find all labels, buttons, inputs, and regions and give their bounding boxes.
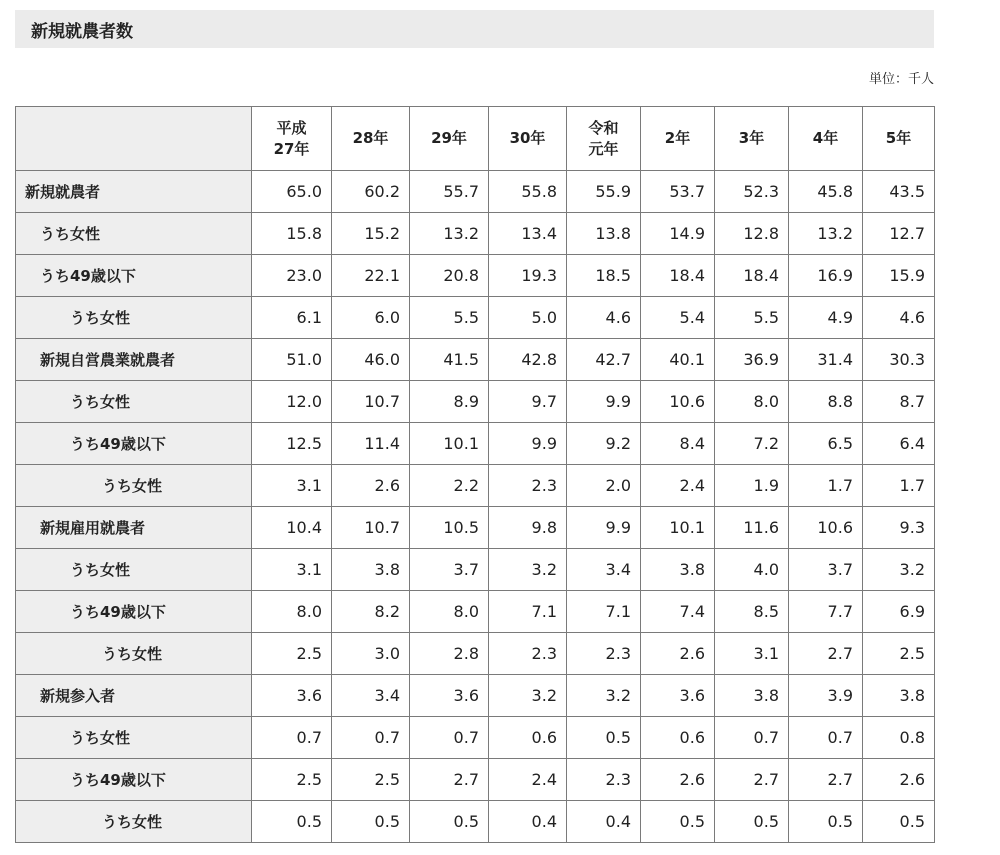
table-cell: 1.7 (863, 465, 935, 507)
table-cell: 8.0 (252, 591, 332, 633)
column-header-line1: 2年 (664, 129, 691, 147)
table-cell: 12.0 (252, 381, 332, 423)
table-cell: 52.3 (715, 171, 789, 213)
table-cell: 3.4 (332, 675, 410, 717)
page-title: 新規就農者数 (31, 21, 133, 42)
table-cell: 10.6 (789, 507, 863, 549)
table-cell: 0.7 (410, 717, 489, 759)
table-cell: 2.4 (489, 759, 567, 801)
table-cell: 3.2 (489, 675, 567, 717)
table-cell: 0.5 (641, 801, 715, 843)
table-row (16, 801, 935, 843)
table-cell: 10.7 (332, 507, 410, 549)
table-row (16, 675, 935, 717)
table-cell: 3.8 (641, 549, 715, 591)
table-cell: 60.2 (332, 171, 410, 213)
table-cell: 7.4 (641, 591, 715, 633)
table-cell: 18.4 (715, 255, 789, 297)
table-body (16, 171, 935, 843)
table-cell: 8.0 (410, 591, 489, 633)
table-cell: 12.8 (715, 213, 789, 255)
table-cell: 2.7 (789, 759, 863, 801)
new-farmers-table (15, 106, 935, 843)
row-label: 新規自営農業就農者 (16, 339, 252, 381)
table-cell: 20.8 (410, 255, 489, 297)
row-label: うち女性 (16, 465, 252, 507)
table-cell: 3.2 (567, 675, 641, 717)
table-cell: 2.5 (863, 633, 935, 675)
table-cell: 6.5 (789, 423, 863, 465)
table-cell: 55.9 (567, 171, 641, 213)
table-cell: 18.5 (567, 255, 641, 297)
table-cell: 0.5 (567, 717, 641, 759)
table-cell: 3.2 (489, 549, 567, 591)
table-cell: 55.8 (489, 171, 567, 213)
table-cell: 8.9 (410, 381, 489, 423)
table-cell: 5.0 (489, 297, 567, 339)
table-cell: 23.0 (252, 255, 332, 297)
table-cell: 2.0 (567, 465, 641, 507)
table-cell: 2.7 (410, 759, 489, 801)
table-cell: 11.4 (332, 423, 410, 465)
column-header-line1: 3年 (738, 129, 765, 147)
table-cell: 8.0 (715, 381, 789, 423)
table-cell: 2.6 (332, 465, 410, 507)
table-cell: 19.3 (489, 255, 567, 297)
table-cell: 0.5 (863, 801, 935, 843)
table-cell: 1.7 (789, 465, 863, 507)
table-row (16, 465, 935, 507)
table-cell: 0.5 (410, 801, 489, 843)
table-row (16, 549, 935, 591)
table-cell: 3.6 (252, 675, 332, 717)
row-label: うち女性 (16, 801, 252, 843)
row-label: うち女性 (16, 381, 252, 423)
table-cell: 7.1 (489, 591, 567, 633)
table-cell: 12.7 (863, 213, 935, 255)
table-cell: 2.5 (252, 633, 332, 675)
row-label: うち女性 (16, 297, 252, 339)
row-label: うち49歳以下 (16, 255, 252, 297)
row-label: うち49歳以下 (16, 423, 252, 465)
table-cell: 0.7 (252, 717, 332, 759)
table-cell: 0.4 (489, 801, 567, 843)
table-cell: 2.5 (252, 759, 332, 801)
column-header (715, 107, 789, 171)
table-cell: 3.0 (332, 633, 410, 675)
table-cell: 2.3 (489, 465, 567, 507)
table-row (16, 171, 935, 213)
table-cell: 36.9 (715, 339, 789, 381)
table-cell: 3.1 (252, 549, 332, 591)
table-cell: 6.9 (863, 591, 935, 633)
table-cell: 10.1 (641, 507, 715, 549)
table-cell: 2.3 (567, 633, 641, 675)
header-row (16, 107, 935, 171)
table-cell: 10.7 (332, 381, 410, 423)
table-cell: 8.5 (715, 591, 789, 633)
table-cell: 9.9 (567, 381, 641, 423)
unit-label: 単位：千人 (868, 72, 934, 87)
table-cell: 2.5 (332, 759, 410, 801)
table-cell: 3.7 (410, 549, 489, 591)
table-row (16, 381, 935, 423)
corner-cell (16, 107, 252, 171)
table-cell: 15.8 (252, 213, 332, 255)
table-cell: 14.9 (641, 213, 715, 255)
table-cell: 9.9 (489, 423, 567, 465)
table-cell: 10.5 (410, 507, 489, 549)
column-header (489, 107, 567, 171)
row-label: 新規就農者 (16, 171, 252, 213)
column-header (863, 107, 935, 171)
table-cell: 0.5 (252, 801, 332, 843)
table-cell: 11.6 (715, 507, 789, 549)
table-cell: 5.4 (641, 297, 715, 339)
table-cell: 3.6 (410, 675, 489, 717)
table-cell: 2.6 (863, 759, 935, 801)
table-cell: 0.7 (789, 717, 863, 759)
table-cell: 0.5 (332, 801, 410, 843)
table-cell: 2.7 (715, 759, 789, 801)
table-cell: 5.5 (410, 297, 489, 339)
table-cell: 41.5 (410, 339, 489, 381)
table-cell: 2.6 (641, 633, 715, 675)
table-cell: 6.0 (332, 297, 410, 339)
column-header-line1: 令和 (588, 118, 619, 137)
row-label: うち女性 (16, 717, 252, 759)
table-cell: 43.5 (863, 171, 935, 213)
table-row (16, 507, 935, 549)
table-cell: 5.5 (715, 297, 789, 339)
table-cell: 2.3 (489, 633, 567, 675)
table-cell: 22.1 (332, 255, 410, 297)
table-row (16, 339, 935, 381)
table-cell: 8.7 (863, 381, 935, 423)
table-cell: 46.0 (332, 339, 410, 381)
table-row (16, 591, 935, 633)
row-label: うち女性 (16, 549, 252, 591)
table-cell: 3.8 (332, 549, 410, 591)
column-header-line2: 27年 (273, 139, 310, 158)
table-cell: 2.6 (641, 759, 715, 801)
table-cell: 10.6 (641, 381, 715, 423)
table-row (16, 717, 935, 759)
table-cell: 3.1 (715, 633, 789, 675)
table-cell: 1.9 (715, 465, 789, 507)
table-cell: 7.2 (715, 423, 789, 465)
table-cell: 53.7 (641, 171, 715, 213)
column-header (252, 107, 332, 171)
table-cell: 6.4 (863, 423, 935, 465)
table-cell: 18.4 (641, 255, 715, 297)
table-cell: 16.9 (789, 255, 863, 297)
table-cell: 6.1 (252, 297, 332, 339)
table-cell: 2.7 (789, 633, 863, 675)
table-cell: 3.4 (567, 549, 641, 591)
column-header-line1: 30年 (509, 129, 546, 147)
table-cell: 0.6 (641, 717, 715, 759)
table-cell: 8.4 (641, 423, 715, 465)
column-header-line1: 5年 (885, 129, 912, 147)
column-header (641, 107, 715, 171)
table-cell: 12.5 (252, 423, 332, 465)
table-cell: 3.6 (641, 675, 715, 717)
table-cell: 7.1 (567, 591, 641, 633)
table-cell: 4.9 (789, 297, 863, 339)
table-cell: 0.5 (789, 801, 863, 843)
table-cell: 15.9 (863, 255, 935, 297)
table-cell: 0.6 (489, 717, 567, 759)
column-header (410, 107, 489, 171)
table-cell: 45.8 (789, 171, 863, 213)
table-cell: 13.2 (789, 213, 863, 255)
table-cell: 3.9 (789, 675, 863, 717)
table-row (16, 759, 935, 801)
table-cell: 65.0 (252, 171, 332, 213)
table-row (16, 297, 935, 339)
table-cell: 7.7 (789, 591, 863, 633)
row-label: 新規参入者 (16, 675, 252, 717)
table-cell: 3.1 (252, 465, 332, 507)
column-header-line2: 元年 (588, 139, 619, 158)
column-header-line1: 29年 (431, 129, 467, 147)
table-cell: 42.7 (567, 339, 641, 381)
table-cell: 2.2 (410, 465, 489, 507)
table-cell: 9.3 (863, 507, 935, 549)
table-cell: 13.4 (489, 213, 567, 255)
column-header-line1: 平成 (276, 118, 307, 137)
title-bar (15, 10, 934, 48)
table-cell: 0.4 (567, 801, 641, 843)
table-cell: 3.8 (715, 675, 789, 717)
table-cell: 9.9 (567, 507, 641, 549)
table-cell: 0.8 (863, 717, 935, 759)
row-label: うち女性 (16, 633, 252, 675)
table-cell: 3.7 (789, 549, 863, 591)
table-cell: 15.2 (332, 213, 410, 255)
table-cell: 31.4 (789, 339, 863, 381)
table-cell: 3.8 (863, 675, 935, 717)
table-cell: 40.1 (641, 339, 715, 381)
table-cell: 4.6 (863, 297, 935, 339)
table-row (16, 255, 935, 297)
column-header-line1: 4年 (812, 129, 839, 147)
column-header (567, 107, 641, 171)
table-cell: 8.8 (789, 381, 863, 423)
table-cell: 55.7 (410, 171, 489, 213)
table-cell: 3.2 (863, 549, 935, 591)
column-header (332, 107, 410, 171)
table-cell: 2.8 (410, 633, 489, 675)
row-label: 新規雇用就農者 (16, 507, 252, 549)
table-cell: 0.7 (715, 717, 789, 759)
table-cell: 13.2 (410, 213, 489, 255)
table-cell: 10.4 (252, 507, 332, 549)
table-cell: 2.3 (567, 759, 641, 801)
table-cell: 9.2 (567, 423, 641, 465)
table-cell: 9.7 (489, 381, 567, 423)
table-cell: 2.4 (641, 465, 715, 507)
table-row (16, 213, 935, 255)
table-row (16, 633, 935, 675)
table-cell: 30.3 (863, 339, 935, 381)
row-label: うち49歳以下 (16, 591, 252, 633)
table-cell: 0.5 (715, 801, 789, 843)
column-header-line1: 28年 (352, 129, 389, 147)
column-header (789, 107, 863, 171)
table-cell: 10.1 (410, 423, 489, 465)
table-cell: 13.8 (567, 213, 641, 255)
table-cell: 42.8 (489, 339, 567, 381)
table-cell: 4.0 (715, 549, 789, 591)
table-cell: 51.0 (252, 339, 332, 381)
table-row (16, 423, 935, 465)
table-cell: 8.2 (332, 591, 410, 633)
row-label: うち女性 (16, 213, 252, 255)
table-cell: 4.6 (567, 297, 641, 339)
table-cell: 9.8 (489, 507, 567, 549)
row-label: うち49歳以下 (16, 759, 252, 801)
table-cell: 0.7 (332, 717, 410, 759)
